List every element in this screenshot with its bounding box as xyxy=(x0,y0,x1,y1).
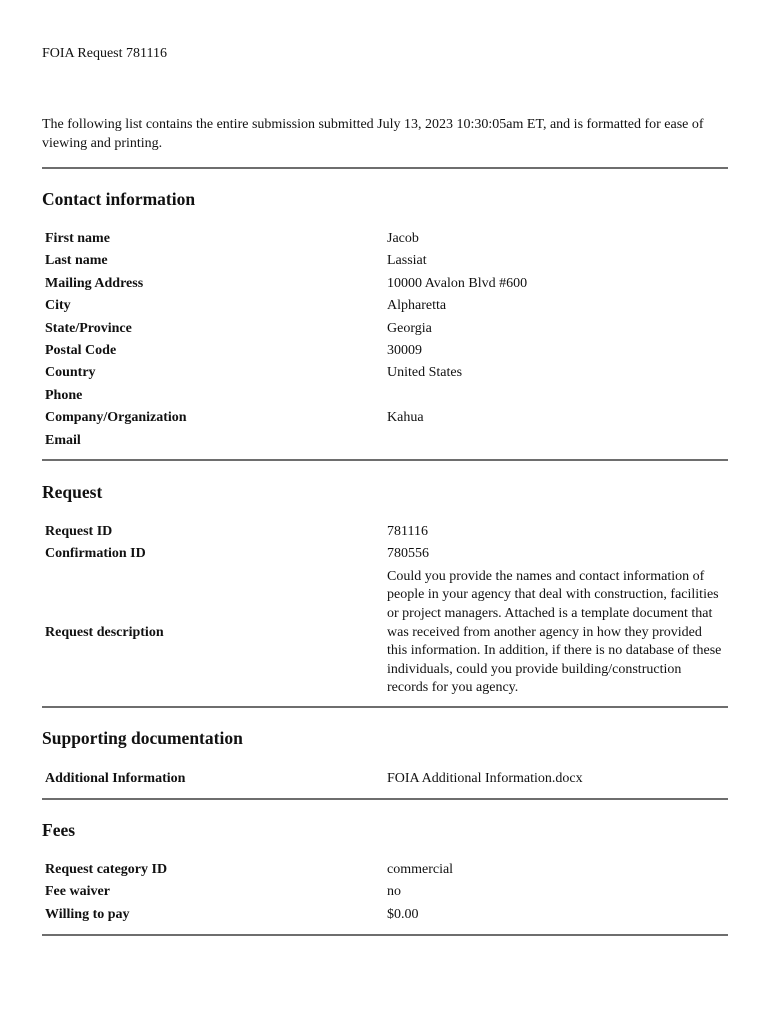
intro-text: The following list contains the entire submission submitted July 13, 2023 10:30:05am ET, and is formatted for ease of viewing and printing. xyxy=(42,117,704,151)
field-value: Kahua xyxy=(387,410,424,426)
field-value: 10000 Avalon Blvd #600 xyxy=(387,275,528,291)
table-row xyxy=(42,228,728,250)
field-label: Country xyxy=(45,365,96,381)
attachment-filename: FOIA Additional Information.docx xyxy=(387,771,583,786)
field-label: Additional Information xyxy=(45,771,186,786)
table-row xyxy=(42,407,728,429)
field-value: Georgia xyxy=(387,320,432,336)
contact-table xyxy=(42,228,728,452)
table-row xyxy=(42,318,728,340)
table-row xyxy=(42,362,728,384)
document-title: FOIA Request 781116 xyxy=(42,46,167,61)
field-label: Phone xyxy=(45,387,83,403)
divider xyxy=(42,798,728,800)
request-table xyxy=(42,521,728,700)
field-label: Mailing Address xyxy=(45,275,144,291)
field-label: Postal Code xyxy=(45,343,117,359)
divider xyxy=(42,706,728,708)
table-row xyxy=(42,340,728,362)
fees-table xyxy=(42,859,728,926)
field-label: Request category ID xyxy=(45,862,168,877)
table-row xyxy=(42,859,728,881)
field-value xyxy=(387,385,728,407)
field-label: City xyxy=(45,298,71,314)
field-value xyxy=(387,430,728,452)
table-row xyxy=(42,295,728,317)
table-row xyxy=(42,543,728,565)
field-label: Last name xyxy=(45,253,108,269)
request-section-title: Request xyxy=(42,482,103,502)
field-value: United States xyxy=(387,365,463,381)
table-row xyxy=(42,881,728,903)
divider xyxy=(42,934,728,936)
table-row xyxy=(42,521,728,543)
divider xyxy=(42,167,728,169)
field-label: Confirmation ID xyxy=(45,546,146,562)
supporting-section-title: Supporting documentation xyxy=(42,728,243,748)
field-value: 30009 xyxy=(387,343,422,359)
field-value: no xyxy=(387,884,401,900)
table-row xyxy=(42,385,728,407)
table-row xyxy=(42,904,728,926)
table-row xyxy=(42,273,728,295)
field-label: Email xyxy=(45,432,81,448)
field-value: 781116 xyxy=(387,524,428,539)
field-label: Request ID xyxy=(45,524,113,539)
field-label: Request description xyxy=(45,624,164,640)
field-label: Willing to pay xyxy=(45,906,130,922)
field-value: commercial xyxy=(387,862,454,877)
field-label: First name xyxy=(45,231,110,246)
field-label: State/Province xyxy=(45,320,132,336)
supporting-table xyxy=(42,768,728,790)
field-value: Lassiat xyxy=(387,253,427,269)
fees-section-title: Fees xyxy=(42,820,76,840)
table-row xyxy=(42,430,728,452)
request-description-value: Could you provide the names and contact information of people in your agency that deal with construction, facilities or project managers. Attached is a template document that was received from another agency in how they provided this information. In addition, if there is no database of these individuals, could you provide building/construction records for you agency. xyxy=(387,568,722,696)
field-label: Fee waiver xyxy=(45,884,110,900)
field-value: Jacob xyxy=(387,231,419,246)
field-value: 780556 xyxy=(387,546,429,562)
field-value: $0.00 xyxy=(387,906,419,922)
contact-section-title: Contact information xyxy=(42,189,196,209)
table-row xyxy=(42,768,728,790)
divider xyxy=(42,459,728,461)
table-row xyxy=(42,250,728,272)
table-row xyxy=(42,566,728,700)
field-value: Alpharetta xyxy=(387,298,447,314)
field-label: Company/Organization xyxy=(45,410,187,426)
